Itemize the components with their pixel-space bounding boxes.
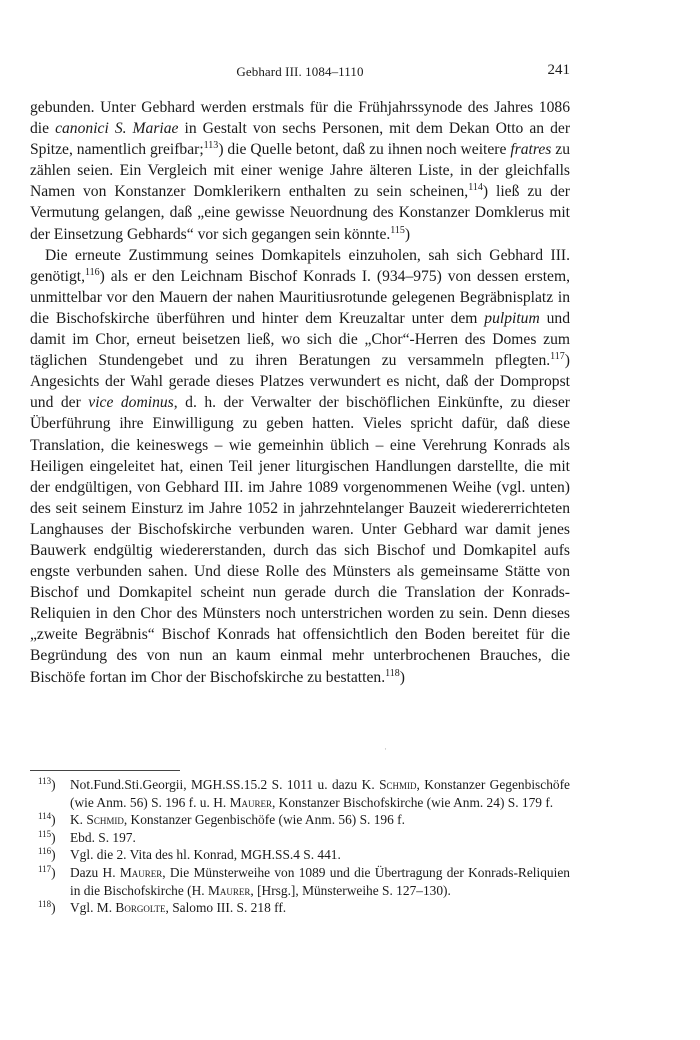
text-run: ) als er den Leichnam Bischof Konrads I. (934–975) von dessen erstem, unmittelbar vor den Mauern der nahen Mauritiusrotunde gelegenen Begräbnisplatz in die Bischofskirche überführen und hinter dem Kreuzaltar unter dem <box>30 267 570 327</box>
footnote: $^{115}$) Ebd. S. 197. <box>38 828 136 845</box>
paragraph-1 <box>30 97 570 245</box>
author-name: Maurer <box>207 882 251 898</box>
main-text <box>30 97 570 688</box>
footnote-number: $^{116}$) <box>38 846 56 863</box>
footnote: $^{118}$) Vgl. M. Borgolte, Salomo III. S. 218 ff. <box>38 899 287 916</box>
text-run: ) die Quelle betont, daß zu ihnen noch weitere <box>218 141 511 159</box>
author-name: Maurer <box>119 864 163 880</box>
footnote-number: $^{114}$) <box>38 811 56 828</box>
footnotes <box>38 776 570 917</box>
footnote-ref: 113 <box>203 140 219 152</box>
author-name: Maurer <box>229 794 272 810</box>
footnote-number: $^{113}$) <box>38 776 56 792</box>
footnote: $^{117}$) Dazu H. Maurer, Die Münsterweihe von 1089 und die Übertragung der Konrads-Reliquien in die Bischofskirche (H. Maurer, [Hrsg.], Münsterweihe S. 127–130). <box>38 863 570 898</box>
latin-term: canonici S. Mariae <box>55 120 179 138</box>
text-run: zu zählen seien. Ein Vergleich mit einer wenige Jahre älteren Liste, in der gleichfalls Namen von Konstanzer Domklerikern enthalten zu sein scheinen, <box>30 141 570 201</box>
footnote-number: $^{117}$) <box>38 863 56 880</box>
author-name: Schmid <box>379 777 417 792</box>
text-run: Die erneute Zustimmung seines Domkapitels einzuholen, sah sich Gebhard III. genötigt, <box>30 246 570 285</box>
footnote-rule <box>30 770 180 771</box>
page-header <box>30 62 570 82</box>
footnote-ref: 114 <box>468 182 483 194</box>
footnote-number: $^{115}$) <box>38 828 56 845</box>
footnote-number: $^{118}$) <box>38 899 56 916</box>
footnote: $^{116}$) Vgl. die 2. Vita des hl. Konrad, MGH.SS.4 S. 441. <box>38 846 341 863</box>
text-run: , d. h. der Verwalter der bischöflichen Einkünfte, zu dieser Überführung ihre Einwilligung zu geben hatten. Vieles spricht dafür, daß diese Translation, die keineswegs – wie gemeinhin üblich – eine Verehrung Konrads als Heiligen eingeleitet hat, einen Teil jener liturgischen Handlungen darstellte, die mit der endgültigen, von Gebhard III. im Jahre 1089 vorgenommenen Weihe (vgl. unten) des seit seinem Einsturz im Jahre 1052 in jahrzehntelanger Bauzeit wiedererrichteten Langhauses der Bischofskirche verbunden waren. Unter Gebhard war damit jenes Bauwerk endgültig wiedererstanden, durch das sich Bischof und Domkapitel aufs engste verbunden sahen. Und diese Rolle des Münsters als gemeinsame Stätte von Bischof und Domkapitel scheint nun gerade durch die Translation der Konrads-Reliquien in den Chor des Münsters noch unterstrichen worden zu sein. Denn dieses „zweite Begräbnis“ Bischof Konrads hat offensichtlich den Boden bereitet für die Begründung des von nun an kaum einmal mehr unterbrochenen Brauches, die Bischöfe fortan im Chor der Bischofskirche zu bestatten. <box>30 394 570 686</box>
text-run: in Gestalt von sechs Personen, mit dem Dekan Otto an der Spitze, namentlich greifbar; <box>30 120 571 159</box>
latin-term: fratres <box>510 141 552 159</box>
running-head: Gebhard III. 1084–1110 <box>236 64 364 79</box>
book-page <box>30 0 570 1040</box>
page-number: 241 <box>547 62 570 78</box>
print-mark: · <box>384 744 387 754</box>
footnote-ref: 118 <box>385 667 400 679</box>
footnote-ref: 117 <box>550 351 565 363</box>
latin-term: vice dominus <box>88 394 174 412</box>
footnote-ref: 115 <box>390 224 405 236</box>
footnote-ref: 116 <box>85 266 100 278</box>
author-name: Borgolte <box>115 900 166 916</box>
text-run: ) ließ zu der Vermutung gelangen, daß „eine gewisse Neuordnung des Konstanzer Domklerus mit der Einsetzung Gebhards“ vor sich gegangen sein könnte. <box>30 183 570 243</box>
author-name: Schmid <box>86 812 124 828</box>
latin-term: pulpitum <box>484 309 540 327</box>
text-run: gebunden. Unter Gebhard werden erstmals für die Frühjahrssynode des Jahres 1086 die <box>30 99 570 138</box>
footnote: $^{114}$) K. Schmid, Konstanzer Gegenbischöfe (wie Anm. 56) S. 196 f. <box>38 811 405 828</box>
text-run: ) <box>399 668 405 686</box>
text-run: ) <box>404 225 411 243</box>
text-run: ) Angesichts der Wahl gerade dieses Platzes verwundert es nicht, daß der Dompropst und der <box>30 352 570 412</box>
text-run: und damit im Chor, erneut beisetzen ließ, wo sich die „Chor“-Herren des Domes zum täglichen Stundengebet und zu ihren Beratungen zu versammeln pflegten. <box>30 309 570 370</box>
paragraph-2 <box>30 245 570 688</box>
footnote: $^{113}$) Not.Fund.Sti.Georgii, MGH.SS.15.2 S. 1011 u. dazu K. Schmid, Konstanzer Gegenbischöfe (wie Anm. 56) S. 196 f. u. H. Maurer, Konstanzer Bischofskirche (wie Anm. 24) S. 179 f. <box>38 776 570 810</box>
